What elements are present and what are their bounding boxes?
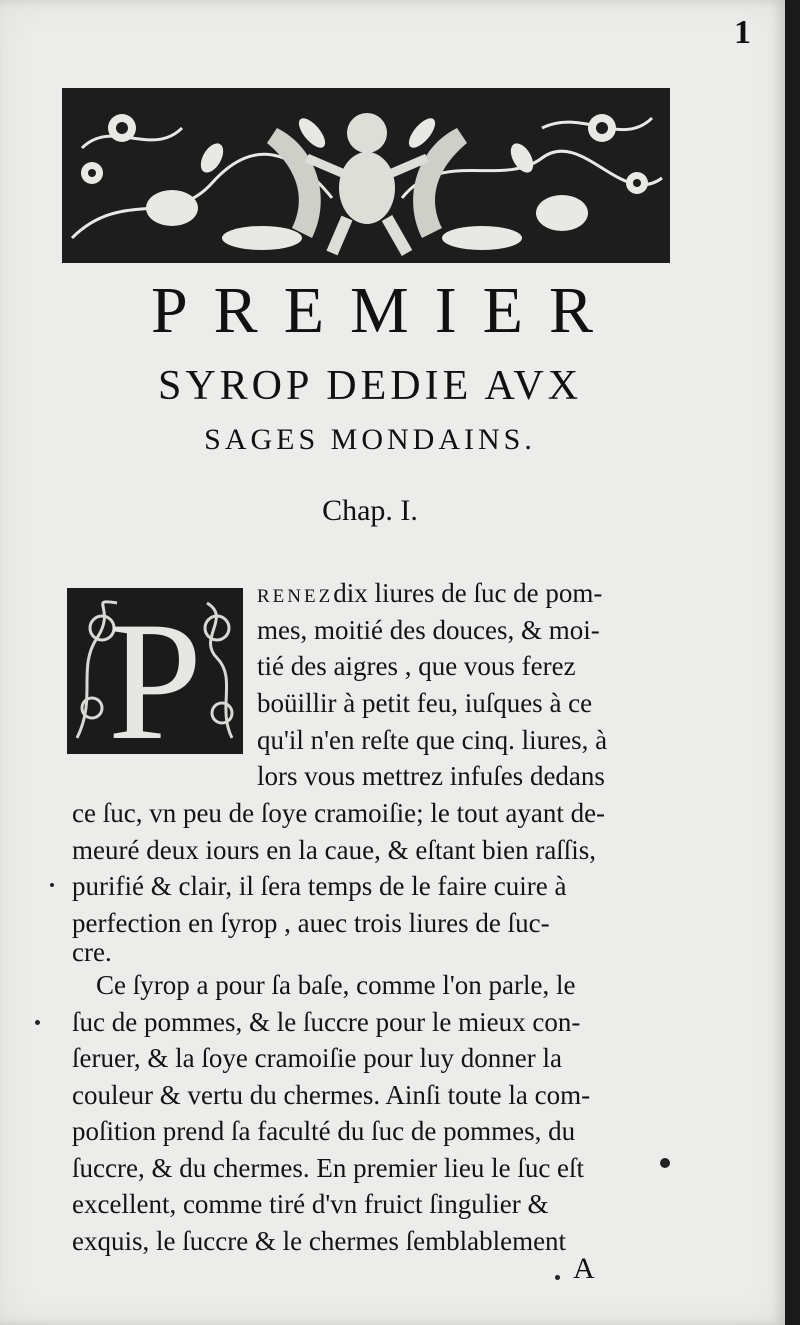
- ink-speck: [35, 1020, 40, 1025]
- text-line-3: tié des aigres , que vous ferez: [257, 651, 576, 681]
- dropcap-letter: P: [107, 588, 203, 754]
- first-word-smallcaps: RENEZ: [257, 586, 334, 607]
- text-line-17: ſuccre, & du chermes. En premier lieu le ſuc eſt: [72, 1153, 585, 1183]
- text-line-8: meuré deux iours en la caue, & eſtant bien raſſis,: [72, 835, 597, 865]
- text-line-1: [257, 580, 602, 607]
- text-line-6: lors vous mettrez infuſes dedans: [257, 761, 605, 791]
- text-line-19: exquis, le ſuccre & le chermes ſemblablement: [72, 1226, 567, 1256]
- text-line-2: mes, moitié des douces, & moi-: [257, 615, 600, 645]
- title-subtitle-second: SAGES MONDAINS.: [204, 423, 536, 456]
- text-line-16: poſition prend ſa faculté du ſuc de pommes, du: [72, 1116, 576, 1146]
- text-line-11: cre.: [72, 937, 112, 967]
- text-line-14: ſeruer, & la ſoye cramoiſie pour luy donner la: [72, 1043, 562, 1073]
- woodcut-headpiece-ornament: [62, 88, 670, 263]
- chapter-heading: Chap. I.: [322, 494, 418, 527]
- bleed-through-ghost: [120, 30, 127, 60]
- title-subtitle: SYROP DEDIE AVX: [157, 363, 583, 409]
- title-main: PREMIER: [150, 274, 620, 347]
- ink-speck: [50, 883, 54, 887]
- text-line-13: ſuc de pommes, & le ſuccre pour le mieux con-: [72, 1007, 581, 1037]
- text-line-18: excellent, comme tiré d'vn fruict ſingulier &: [72, 1189, 549, 1219]
- ink-speck: [660, 1158, 670, 1168]
- text-line-9: purifié & clair, il ſera temps de le faire cuire à: [72, 871, 567, 901]
- line-text: dix liures de ſuc de pom-: [333, 578, 603, 608]
- folio-number: 1: [734, 14, 751, 51]
- ink-speck: [555, 1275, 560, 1280]
- text-line-4: boüillir à petit feu, iuſques à ce: [257, 688, 593, 718]
- decorated-dropcap: [67, 588, 243, 754]
- text-line-15: couleur & vertu du chermes. Ainſi toute la com-: [72, 1080, 591, 1110]
- text-line-10: perfection en ſyrop , auec trois liures de ſuc-: [72, 908, 550, 938]
- text-line-5: qu'il n'en reſte que cinq. liures, à: [257, 725, 608, 755]
- text-line-12: Ce ſyrop a pour ſa baſe, comme l'on parle, le: [96, 970, 576, 1000]
- signature-mark: A: [573, 1252, 595, 1285]
- text-line-7: ce ſuc, vn peu de ſoye cramoiſie; le tout ayant de-: [72, 798, 606, 828]
